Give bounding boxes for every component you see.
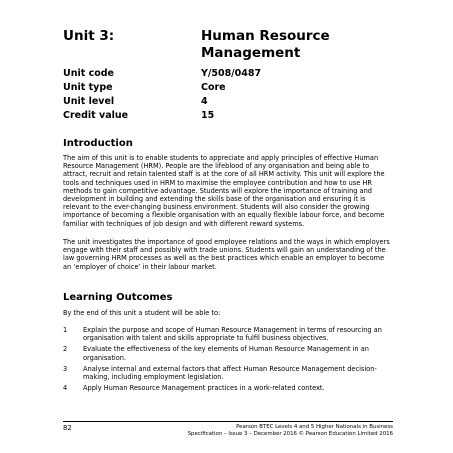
outcome-text: Apply Human Resource Management practices in a work-related context. [83,384,325,393]
outcome-number: 4 [63,384,68,393]
meta-value: 15 [201,110,215,121]
outcome-text: Explain the purpose and scope of Human Resource Management in terms of resourcing an organisation with talent and skills appropriate to fulfil business objectives. [83,326,382,343]
list-item [63,384,393,392]
outcome-number: 3 [63,364,68,373]
meta-row-credit-value [63,110,393,124]
meta-row-unit-type [63,82,393,96]
meta-key: Unit type [63,82,113,93]
learning-outcomes-heading: Learning Outcomes [63,292,173,303]
learning-outcomes-intro: By the end of this unit a student will be able to: [63,309,221,317]
introduction-paragraph-2: The unit investigates the importance of good employee relations and the ways in which employers engage with their staff and possibly with trade unions. Students will gain an understanding of the law governing HRM processes as well as the best practices which enable an employer to become an ‘employer of choice’ in their labour market. [63,238,390,271]
learning-outcomes-list [63,326,393,395]
page-number: 82 [63,424,72,432]
meta-row-unit-level [63,96,393,110]
footer-line-2: Specification – Issue 3 – December 2016 © Pearson Education Limited 2016 [187,431,393,437]
introduction-heading: Introduction [63,138,133,149]
unit-label: Unit 3: [63,28,115,44]
footer-line-1: Pearson BTEC Levels 4 and 5 Higher Nationals in Business [236,424,393,430]
list-item [63,345,393,361]
meta-key: Unit code [63,68,114,79]
footer-divider [63,421,393,422]
meta-value: Y/508/0487 [201,68,262,79]
list-item [63,326,393,342]
introduction-paragraph-1: The aim of this unit is to enable students to appreciate and apply principles of effective Human Resource Management (HRM). People are the lifeblood of any organisation and being able to attract, recruit and retain talented staff is at the core of all HRM activity. This unit will explore the tools and techniques used in HRM to maximise the employee contribution and how to use HR methods to gain competitive advantage. Students will explore the importance of training and development in building and extending the skills base of the organisation and ensuring it is relevant to the ever-changing business environment. Students will also consider the growing importance of becoming a flexible organisation with an equally flexible labour force, and become familiar with techniques of job design and with different reward systems. [63,154,385,228]
list-item [63,365,393,381]
unit-title: Human Resource Management [201,28,330,61]
meta-key: Unit level [63,96,115,107]
meta-value: 4 [201,96,208,107]
meta-row-unit-code [63,68,393,82]
outcome-text: Evaluate the effectiveness of the key elements of Human Resource Management in an organisation. [83,345,369,362]
outcome-number: 1 [63,326,68,334]
meta-key: Credit value [63,110,129,121]
meta-value: Core [201,82,226,93]
outcome-number: 2 [63,345,68,354]
outcome-text: Analyse internal and external factors that affect Human Resource Management decision-making, including employment legislation. [83,364,377,382]
unit-meta-table [63,68,393,124]
footer-text [93,424,393,438]
